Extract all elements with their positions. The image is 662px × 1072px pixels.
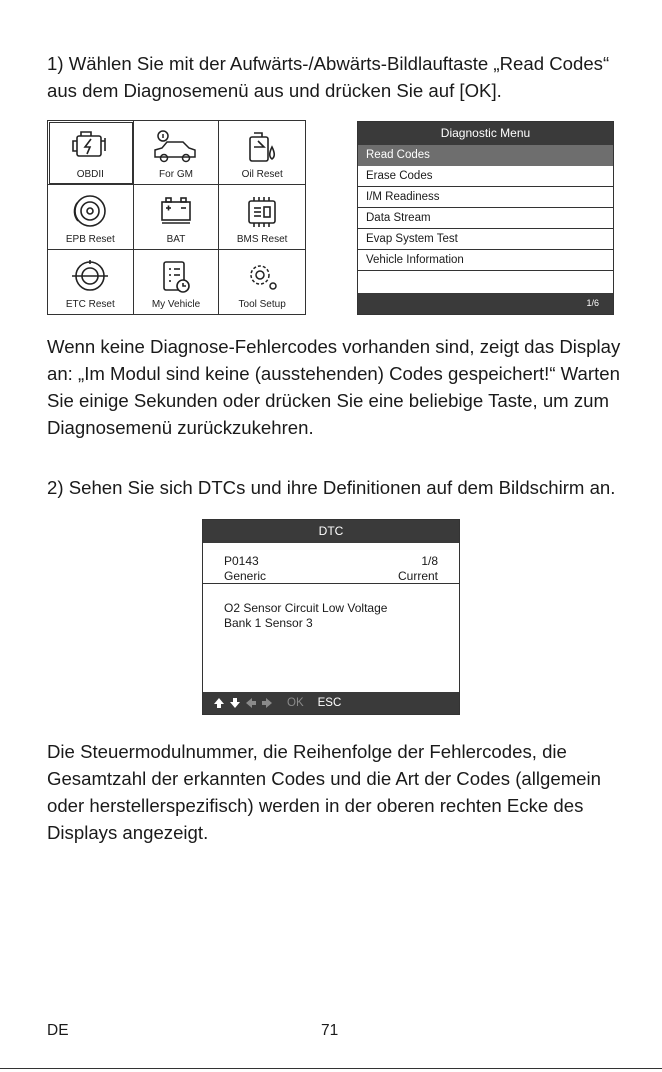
tile-label: ETC Reset — [65, 299, 115, 310]
tile-label: EPB Reset — [65, 233, 115, 245]
esc-key[interactable]: ESC — [317, 697, 342, 709]
tile-label: For GM — [159, 169, 193, 181]
dtc-code-row — [224, 554, 438, 568]
tile-label: BAT — [166, 233, 186, 245]
no-codes-note: Wenn keine Diagnose-Fehlercodes vorhanden sind, zeigt das Display an: „Im Modul sind keine (ausstehenden) Codes gespeichert!“ Warten Sie einige Sekunden oder drücken Sie eine beliebige Taste, um zum Diagnosemenü zurückzukehren. — [47, 336, 621, 438]
menu-item-vehicle-information[interactable]: Vehicle Information — [358, 250, 613, 271]
screen-title: DTC — [203, 520, 459, 543]
tile-label: Tool Setup — [238, 299, 286, 310]
menu-tile-my-vehicle[interactable] — [134, 250, 220, 314]
menu-item-erase-codes[interactable]: Erase Codes — [358, 166, 613, 187]
car-info-icon — [151, 129, 201, 167]
checklist-clock-icon — [156, 258, 196, 296]
menu-tile-etc-reset[interactable] — [48, 250, 134, 314]
page-indicator: 1/6 — [358, 293, 613, 314]
bms-chip-icon — [242, 193, 282, 231]
gears-icon — [242, 258, 282, 294]
tile-label: BMS Reset — [236, 233, 288, 245]
explanation-paragraph: Die Steuermodulnummer, die Reihenfolge der Fehlercodes, die Gesamtzahl der erkannten Codes und die Art der Codes (allgemein oder herstellerspezifisch) werden in der oberen rechten Ecke des Displays angezeigt. — [47, 741, 601, 843]
tile-label: OBDII — [76, 169, 104, 181]
left-arrow-icon[interactable] — [245, 697, 257, 709]
divider — [203, 583, 459, 584]
function-key-bar — [203, 692, 459, 714]
menu-tile-tool-setup[interactable] — [219, 250, 305, 314]
tile-label: Oil Reset — [241, 169, 283, 181]
up-arrow-icon[interactable] — [213, 697, 225, 709]
dtc-type: Generic — [224, 569, 267, 583]
right-arrow-icon[interactable] — [261, 697, 273, 709]
tile-label: My Vehicle — [151, 299, 201, 310]
instruction-step-1: 1) Wählen Sie mit der Aufwärts-/Abwärts-Bildlauftaste „Read Codes“ aus dem Diagnosemenü aus und drücken Sie auf [OK]. — [47, 53, 610, 101]
dtc-screen — [202, 519, 460, 715]
engine-icon — [67, 129, 113, 163]
menu-tile-epb-reset[interactable] — [48, 185, 134, 249]
main-menu-grid — [47, 120, 306, 315]
ok-key[interactable]: OK — [287, 697, 304, 709]
dtc-description: O2 Sensor Circuit Low Voltage — [224, 601, 388, 615]
language-code: DE — [47, 1022, 69, 1039]
menu-tile-oil-reset[interactable] — [219, 121, 305, 185]
battery-icon — [156, 193, 196, 227]
brake-disc-icon — [70, 193, 110, 229]
oil-can-icon — [242, 129, 282, 167]
menu-item-data-stream[interactable]: Data Stream — [358, 208, 613, 229]
dtc-location: Bank 1 Sensor 3 — [224, 616, 313, 630]
instruction-step-2: 2) Sehen Sie sich DTCs und ihre Definitionen auf dem Bildschirm an. — [47, 477, 616, 498]
diagnostic-menu-screen — [357, 121, 614, 315]
down-arrow-icon[interactable] — [229, 697, 241, 709]
menu-item-evap-system-test[interactable]: Evap System Test — [358, 229, 613, 250]
page-bottom-rule — [0, 1068, 662, 1069]
dtc-code: P0143 — [224, 554, 259, 568]
menu-tile-for-gm[interactable] — [134, 121, 220, 185]
page-number: 71 — [321, 1022, 339, 1039]
throttle-icon — [70, 258, 110, 294]
dtc-type-row — [224, 569, 438, 583]
menu-tile-bms-reset[interactable] — [219, 185, 305, 249]
menu-tile-obdii[interactable] — [48, 121, 134, 185]
menu-tile-bat[interactable] — [134, 185, 220, 249]
menu-item-im-readiness[interactable]: I/M Readiness — [358, 187, 613, 208]
screen-title: Diagnostic Menu — [358, 122, 613, 145]
dtc-index: 1/8 — [421, 554, 438, 568]
menu-item-read-codes[interactable]: Read Codes — [358, 145, 613, 166]
dtc-status: Current — [397, 569, 438, 583]
